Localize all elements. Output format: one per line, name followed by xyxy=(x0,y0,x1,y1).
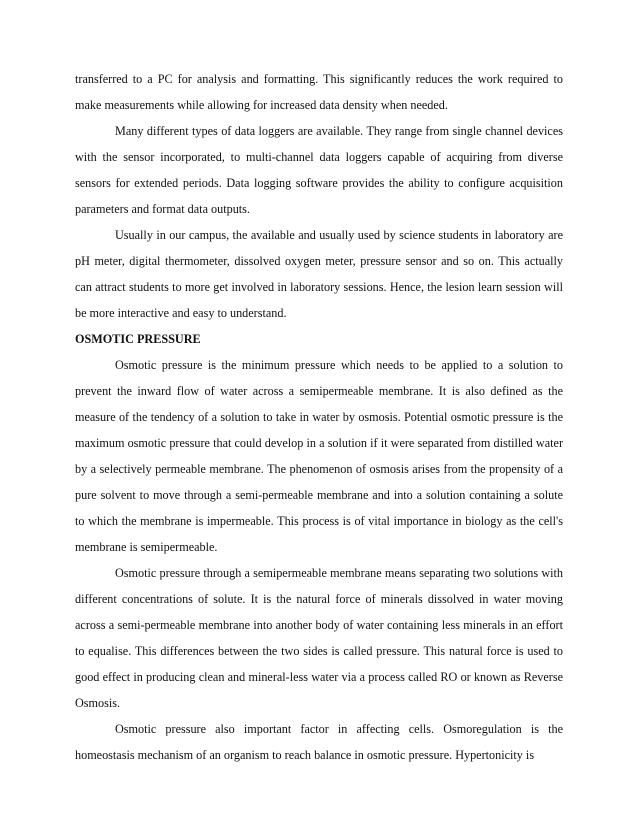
paragraph-continuation: transferred to a PC for analysis and formatting. This significantly reduces the work required to make measurements while allowing for increased data density when needed. xyxy=(75,72,563,112)
paragraph-osmoregulation: Osmotic pressure also important factor in affecting cells. Osmoregulation is the homeostasis mechanism of an organism to reach balance in osmotic pressure. Hypertonicity is xyxy=(75,722,563,762)
paragraph-campus-usage: Usually in our campus, the available and usually used by science students in laboratory are pH meter, digital thermometer, dissolved oxygen meter, pressure sensor and so on. This actually can attract students to more get involved in laboratory sessions. Hence, the lesion learn session will be more interactive and easy to understand. xyxy=(75,228,563,320)
paragraph-osmotic-membrane: Osmotic pressure through a semipermeable membrane means separating two solutions with different concentrations of solute. It is the natural force of minerals dissolved in water moving across a semi-permeable membrane into another body of water containing less minerals in an effort to equalise. This differences between the two sides is called pressure. This natural force is used to good effect in producing clean and mineral-less water via a process called RO or known as Reverse Osmosis. xyxy=(75,566,563,710)
section-heading-osmotic-pressure: OSMOTIC PRESSURE xyxy=(75,332,201,346)
paragraph-osmotic-definition: Osmotic pressure is the minimum pressure which needs to be applied to a solution to prevent the inward flow of water across a semipermeable membrane. It is also defined as the measure of the tendency of a solution to take in water by osmosis. Potential osmotic pressure is the maximum osmotic pressure that could develop in a solution if it were separated from distilled water by a selectively permeable membrane. The phenomenon of osmosis arises from the propensity of a pure solvent to move through a semi-permeable membrane and into a solution containing a solute to which the membrane is impermeable. This process is of vital importance in biology as the cell's membrane is semipermeable. xyxy=(75,358,563,554)
document-page xyxy=(75,66,563,768)
paragraph-data-logger-types: Many different types of data loggers are available. They range from single channel devices with the sensor incorporated, to multi-channel data loggers capable of acquiring from diverse sensors for extended periods. Data logging software provides the ability to configure acquisition parameters and format data outputs. xyxy=(75,124,563,216)
